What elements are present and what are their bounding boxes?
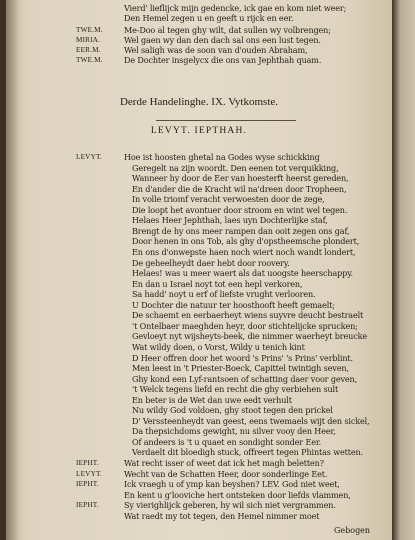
verse-line: De Dochter insgelycx die ons van Jephthah quam. [124, 55, 322, 65]
verse-line: Helaes! was u meer waert als dat uoogste heerschappy. [132, 268, 353, 279]
verse-line: U Dochter die natuur ter hoosthooft heeft gemaelt; [132, 299, 335, 310]
speaker-label: LEVYT. [76, 153, 103, 161]
verse-line: D Heer offren door het woord 's Prins' 's Prins' verblint. [132, 352, 353, 363]
verse-line: Nu wildy God voldoen, ghy stoot tegen den prickel [132, 405, 333, 416]
verse-line: De geheelheydt daer hebt door roovery. [132, 257, 290, 268]
verse-line: Sa hadd' noyt u erf of liefste vrught verlooren. [132, 289, 316, 300]
verse-line: Helaes Heer Jephthah, laes uyn Dochterlijke staf, [132, 215, 328, 226]
speaker-label: TWE.M. [76, 26, 103, 34]
heading-rule [156, 120, 296, 121]
verse-line: Sy vierighlijck geberen, hy wil sich niet vergrammen. [124, 500, 336, 511]
verse-line: Den Hemel zegen u en geeft u rijck en eer. [124, 13, 294, 23]
verse-line: Wel saligh was de soon van d'ouden Abraham, [124, 45, 308, 55]
verse-line: In volle triomf veracht verwoesten door de zege, [132, 194, 325, 205]
speaker-label: TWE.M. [76, 56, 103, 64]
verse-line: Ick vraegh u of ymp kan beyshen? LEV. God niet weet, [124, 479, 340, 490]
verse-line: En beter is de Wet dan uwe eedt verhult [132, 394, 292, 405]
verse-line: De schaemt en eerbaerheyt wiens suyvre deucht bestraelt [132, 310, 364, 321]
gutter-shadow [6, 0, 20, 540]
verse-line: Gevloeyt nyt wijsheyts-beek, die nimmer waerheyt breucke [132, 331, 368, 342]
verse-line: Brengt de hy ons meer rampen dan ooit zegen ons gaf, [132, 225, 350, 236]
verse-line: Wat raedt my tot tegen, den Hemel nimmer moet [124, 510, 320, 521]
verse-line: Hoe ist hoosten ghetal na Godes wyse schickking [124, 152, 320, 162]
verse-line: 't Ontelbaer maeghden heyr, door stichtelijcke sprucken; [132, 320, 358, 331]
verse-line: Da thepsichdoms gewight, nu silver vooy den Heer, [132, 426, 336, 437]
verse-line: Me-Doo al tegen ghy wilt, dat sullen wy volbrengen; [124, 25, 331, 35]
book-page [6, 0, 392, 540]
verse-line: Geregelt na zijn woordt. Den eenen tot verquikking, [132, 162, 339, 173]
verse-line: Ghy kond een Lyf-rantsoen of schatting daer voor geven, [132, 373, 358, 384]
verse-line: 't Welck tegens liefd en recht die ghy verbiehen sult [132, 384, 339, 395]
speaker-label: LEVYT. [76, 469, 103, 478]
verse-line: Wanneer hy door de Eer van hoesterft heerst gereden, [132, 173, 349, 184]
verse-line: D' Verssteenheydt van geest, eens twemaels wijt den sickel, [132, 415, 370, 426]
verse-line: En d'ander die de Kracht wil na'dreen door Tropheen, [132, 183, 347, 194]
verse-line: En kent u g'looviche hert ontsteken door liefds vlammen, [124, 489, 351, 500]
speaker-label: MIRIA. [76, 36, 101, 44]
speaker-label: IEPHT. [76, 480, 99, 489]
verse-line: Die loopt het avontuer door stroom en wint wel tegen. [132, 204, 348, 215]
speaker-label: IEPHT. [76, 501, 99, 510]
speaker-label: EER.M. [76, 46, 101, 54]
catchword: Gebogen [334, 526, 371, 535]
verse-line: Wat recht isser of weet dat ick het magh beletten? [124, 458, 324, 468]
verse-line: Wecht van de Schatten Heer, door sonderlinge Eet. [124, 468, 328, 479]
speaker-label: IEPHT. [76, 459, 99, 467]
verse-line: Vierd' lieflijck mijn gedencke, ick gae en kom niet weer; [124, 3, 347, 13]
verse-line: Wel gaen wy dan den dach sal ons een lust tegen. [124, 35, 321, 45]
verse-line: En dan u Israel noyt tot een hepl verkoren, [132, 278, 303, 289]
verse-line: Men leest in 't Priester-Boeck, Capittel twintigh seven, [132, 363, 349, 373]
act-heading: Derde Handelinghe. IX. Vytkomste. [119, 96, 279, 108]
next-page-edge [392, 0, 415, 540]
verse-line: Verdaelt dit bloedigh stuck, offreert tegen Phintas wetten. [132, 447, 363, 458]
verse-line: Wat wildy doen, o Vorst, Wildy u tenich kint [132, 341, 305, 352]
verse-line: En ons d'onwepste haen noch wiert noch wandt londert, [132, 246, 356, 257]
characters-heading: LEVYT. IEPTHAH. [150, 126, 248, 136]
verse-line: Door henen in ons Tob, als ghy d'opstheemsche plondert, [132, 236, 360, 247]
verse-line: Of andeers is 't u quaet en sondight sonder Eer. [132, 436, 322, 447]
